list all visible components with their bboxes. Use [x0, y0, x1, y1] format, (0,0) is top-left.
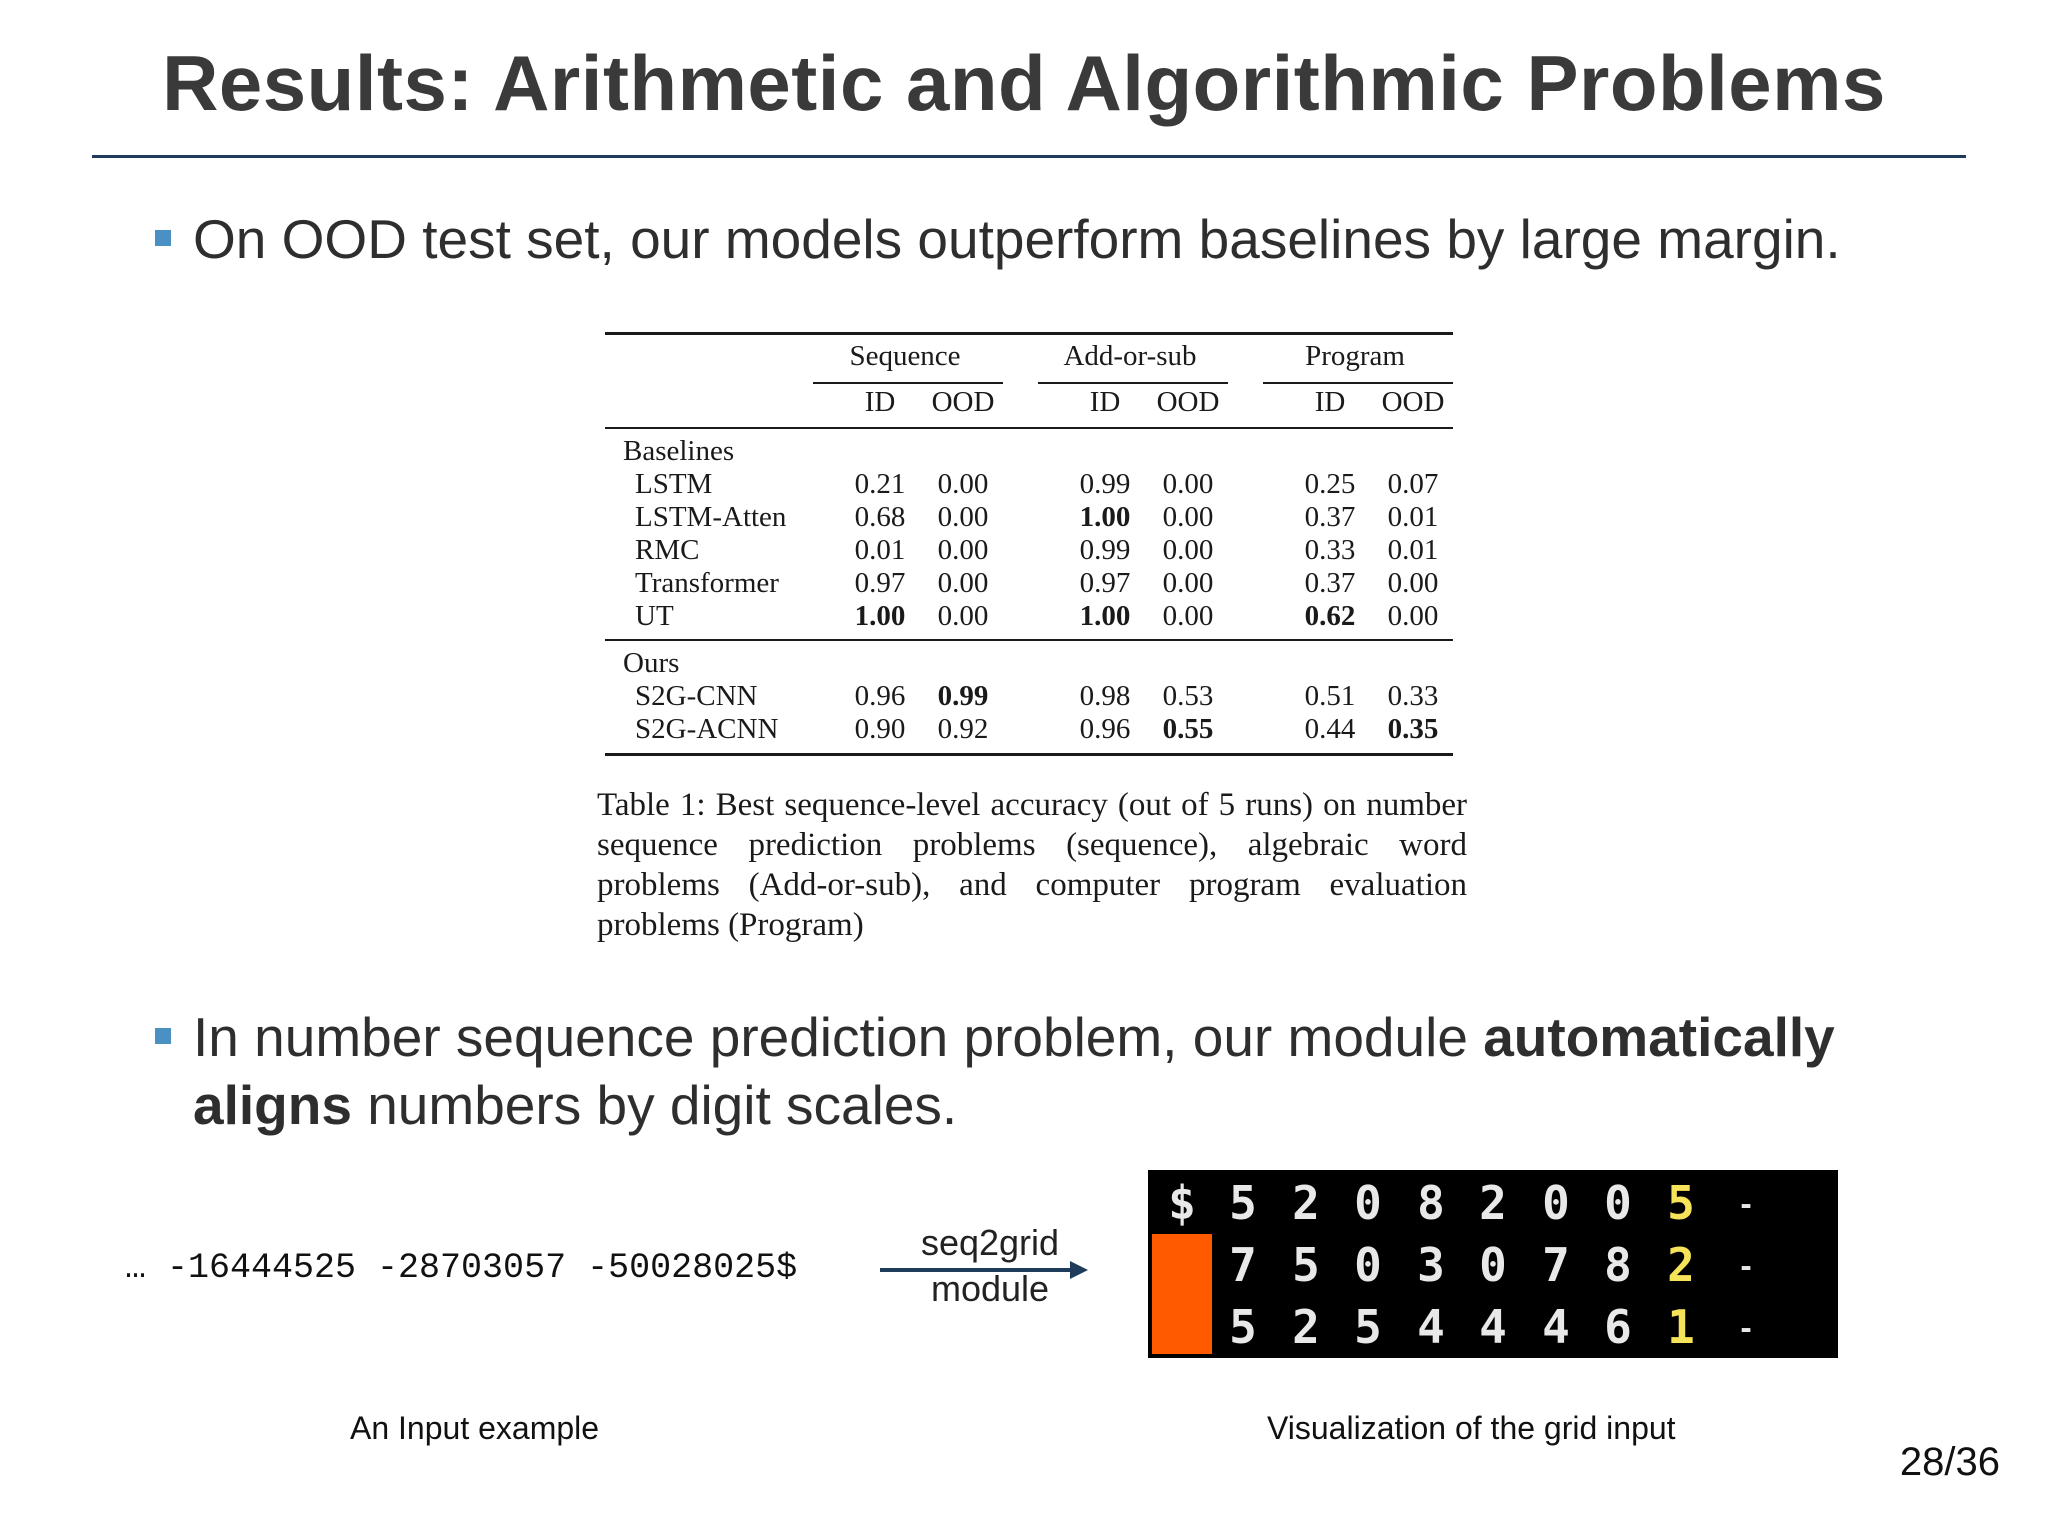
table-cell: 0.25 [1304, 468, 1356, 500]
column-header: OOD [931, 386, 995, 418]
grid-digit: 6 [1604, 1300, 1632, 1354]
table-cell: 0.21 [854, 468, 906, 500]
table-cell: 0.00 [937, 534, 989, 566]
grid-digit: 2 [1667, 1238, 1695, 1292]
table-cell: 0.98 [1079, 680, 1131, 712]
column-header: OOD [1156, 386, 1220, 418]
table-cell: 0.90 [854, 713, 906, 745]
grid-digit: 4 [1542, 1300, 1570, 1354]
grid-digit: 8 [1417, 1176, 1445, 1230]
table-cell: 0.01 [1387, 501, 1439, 533]
section-label-ours: Ours [623, 647, 680, 679]
grid-digit: 5 [1667, 1176, 1695, 1230]
table-cell: 0.37 [1304, 567, 1356, 599]
table-cell: 0.00 [1387, 600, 1439, 632]
table-cell: 0.00 [937, 468, 989, 500]
column-header: OOD [1381, 386, 1445, 418]
table-cell: 0.97 [854, 567, 906, 599]
input-example-label: An Input example [350, 1410, 600, 1446]
table-cell: 0.92 [937, 713, 989, 745]
table-cell: 0.51 [1304, 680, 1356, 712]
row-model-name: LSTM-Atten [635, 501, 787, 533]
bullet-1-text: On OOD test set, our models outperform baselines by large margin. [193, 208, 1841, 270]
row-model-name: LSTM [635, 468, 713, 500]
row-model-name: UT [635, 600, 674, 632]
grid-digit: $ [1168, 1176, 1196, 1230]
grid-digit: 5 [1292, 1238, 1320, 1292]
bullet-2-bold: automatically [1483, 1006, 1835, 1068]
slide-title: Results: Arithmetic and Algorithmic Problems [162, 39, 1886, 127]
column-header: ID [864, 386, 896, 418]
table-cell: 0.35 [1387, 713, 1439, 745]
table-cell: 0.62 [1304, 600, 1356, 632]
table-cell: 0.37 [1304, 501, 1356, 533]
grid-digit: 0 [1542, 1176, 1570, 1230]
grid-digit: 7 [1542, 1238, 1570, 1292]
table-cell: 0.99 [1079, 468, 1131, 500]
bullet-square-icon [155, 230, 171, 246]
grid-digit: 5 [1229, 1176, 1257, 1230]
page-number: 28/36 [1899, 1440, 2000, 1484]
row-model-name: Transformer [635, 567, 779, 599]
table-cell: 0.33 [1387, 680, 1439, 712]
table-cell: 0.44 [1304, 713, 1356, 745]
table-cell: 0.00 [937, 501, 989, 533]
grid-digit: 7 [1229, 1238, 1257, 1292]
group-header: Sequence [849, 340, 961, 372]
grid-digit: 2 [1292, 1300, 1320, 1354]
grid-digit: - [1737, 1250, 1755, 1283]
grid-highlight-cell [1152, 1234, 1212, 1354]
table-cell: 0.00 [937, 600, 989, 632]
table-cell: 0.01 [854, 534, 906, 566]
grid-digit: - [1737, 1312, 1755, 1345]
group-header: Program [1305, 340, 1405, 372]
table-cell: 0.33 [1304, 534, 1356, 566]
grid-digit: 8 [1604, 1238, 1632, 1292]
table-caption: Table 1: Best sequence-level accuracy (out of 5 runs) on number sequence prediction problems (sequence), algebraic word problems (Add-or-sub), and computer program evaluation problems (Program) [597, 787, 1467, 943]
grid-digit: - [1737, 1188, 1755, 1221]
table-cell: 0.00 [1162, 567, 1214, 599]
group-rule [813, 382, 1003, 384]
bullet-2-text [193, 1003, 1913, 1139]
table-cell: 0.00 [1162, 468, 1214, 500]
grid-digit: 4 [1417, 1300, 1445, 1354]
column-header: ID [1089, 386, 1121, 418]
table-cell: 0.99 [1079, 534, 1131, 566]
grid-visualization [1148, 1170, 1838, 1358]
arrow-label-bottom: module [930, 1268, 1050, 1309]
grid-digit: 5 [1229, 1300, 1257, 1354]
grid-digit: 4 [1479, 1300, 1507, 1354]
table-cell: 0.68 [854, 501, 906, 533]
arrow-label-top: seq2grid [920, 1222, 1060, 1263]
group-header: Add-or-sub [1063, 340, 1197, 372]
results-table [605, 332, 1453, 762]
table-cell: 0.00 [937, 567, 989, 599]
grid-digit: 3 [1417, 1238, 1445, 1292]
table-top-rule [605, 332, 1453, 335]
grid-digit: 2 [1479, 1176, 1507, 1230]
row-model-name: S2G-ACNN [635, 713, 779, 745]
section-label-baselines: Baselines [623, 435, 735, 467]
bullet-2-part: numbers by digit scales. [351, 1074, 958, 1136]
grid-digit: 1 [1667, 1300, 1695, 1354]
table-cell: 0.96 [854, 680, 906, 712]
table-cell: 0.00 [1162, 600, 1214, 632]
input-example-sequence: … -16444525 -28703057 -50028025$ [125, 1248, 798, 1288]
table-cell: 0.00 [1162, 534, 1214, 566]
bullet-2-bold: aligns [193, 1074, 352, 1136]
header-rule [605, 427, 1453, 429]
table-cell: 0.00 [1387, 567, 1439, 599]
row-model-name: S2G-CNN [635, 680, 758, 712]
group-rule [1263, 382, 1453, 384]
grid-visualization-label: Visualization of the grid input [1267, 1410, 1676, 1446]
table-cell: 1.00 [854, 600, 906, 632]
grid-digit: 0 [1604, 1176, 1632, 1230]
table-cell: 0.53 [1162, 680, 1214, 712]
table-cell: 0.55 [1162, 713, 1214, 745]
table-bottom-rule [605, 753, 1453, 756]
bullet-square-icon [155, 1028, 171, 1044]
group-rule [1038, 382, 1228, 384]
table-cell: 0.97 [1079, 567, 1131, 599]
table-cell: 1.00 [1079, 501, 1131, 533]
title-divider [92, 155, 1966, 158]
row-model-name: RMC [635, 534, 700, 566]
bullet-2-part: In number sequence prediction problem, our module [193, 1006, 1484, 1068]
grid-digit: 0 [1479, 1238, 1507, 1292]
table-cell: 0.00 [1162, 501, 1214, 533]
grid-digit: 5 [1354, 1300, 1382, 1354]
table-cell: 0.07 [1387, 468, 1439, 500]
grid-digit: 2 [1292, 1176, 1320, 1230]
grid-digit: 0 [1354, 1238, 1382, 1292]
table-cell: 0.96 [1079, 713, 1131, 745]
table-cell: 0.99 [937, 680, 989, 712]
section-rule [605, 639, 1453, 641]
table-cell: 0.01 [1387, 534, 1439, 566]
column-header: ID [1314, 386, 1346, 418]
grid-digit: 0 [1354, 1176, 1382, 1230]
table-cell: 1.00 [1079, 600, 1131, 632]
